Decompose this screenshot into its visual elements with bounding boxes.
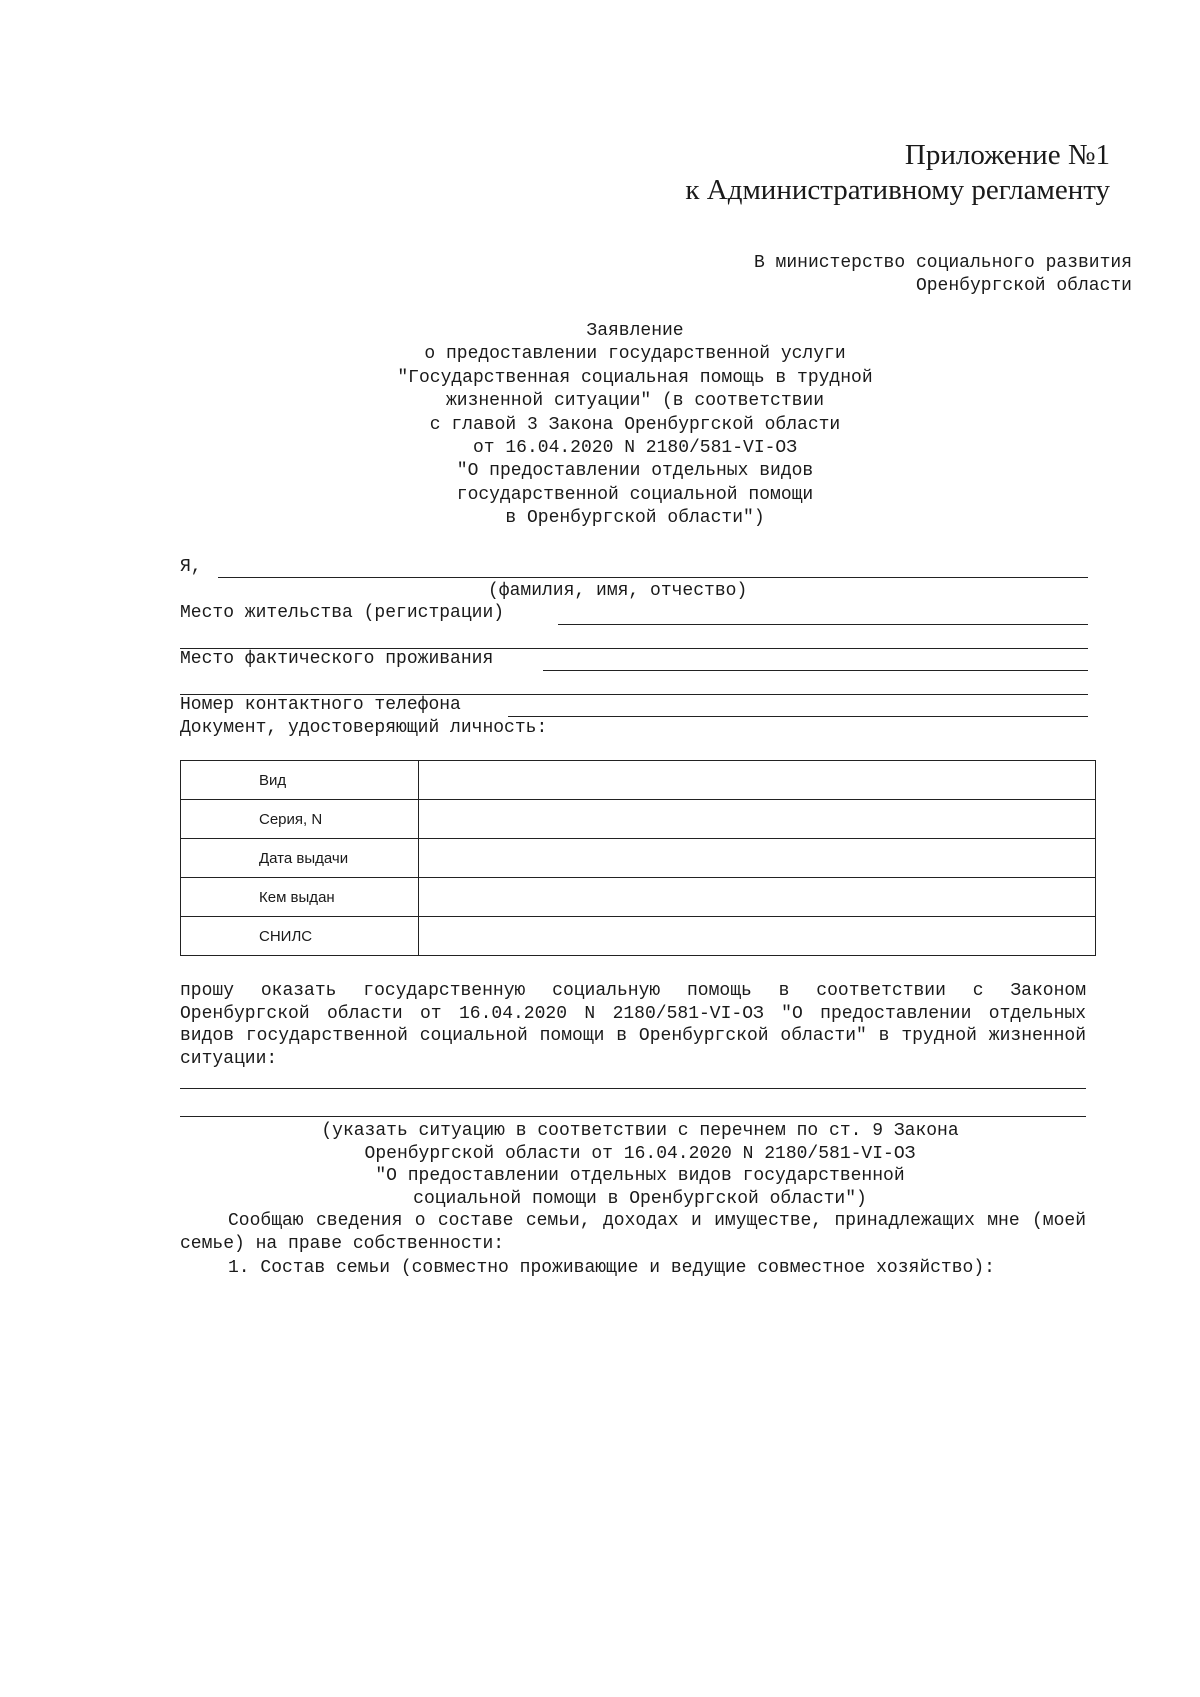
id-series-label: Серия, N [181, 800, 419, 839]
request-paragraph: прошу оказать государственную социальную помощь в соответствии с Законом Оренбургской области от 16.04.2020 N 2180/581-VI-ОЗ "О предоставлении отдельных видов государственной социальной помощи в Оренбургской области" в трудной жизненной ситуации: [180, 981, 1086, 1069]
heading-line: о предоставлении государственной услуги [424, 344, 846, 365]
appendix-reference: к Административному регламенту [685, 174, 1110, 206]
fio-caption: (фамилия, имя, отчество) [488, 581, 748, 601]
id-issue-date-value[interactable] [419, 839, 1096, 878]
table-row [181, 761, 1096, 800]
note-line: (указать ситуацию в соответствии с перечнем по ст. 9 Закона [321, 1121, 959, 1141]
table-row [181, 800, 1096, 839]
id-type-label: Вид [181, 761, 419, 800]
actual-residence-label: Место фактического проживания [180, 649, 494, 669]
application-heading [265, 320, 1005, 531]
appendix-header [685, 138, 1110, 208]
heading-line: "О предоставлении отдельных видов [456, 461, 814, 482]
snils-label: СНИЛС [181, 917, 419, 956]
application-title: Заявление [586, 321, 684, 341]
id-issued-by-label: Кем выдан [181, 878, 419, 917]
heading-line: в Оренбургской области") [505, 508, 765, 529]
note-line: "О предоставлении отдельных видов государственной [375, 1166, 905, 1186]
heading-line: "Государственная социальная помощь в трудной [397, 367, 873, 388]
phone-field[interactable] [508, 716, 1088, 717]
snils-value[interactable] [419, 917, 1096, 956]
heading-line: с главой 3 Закона Оренбургской области [429, 414, 841, 435]
family-info-paragraph: Сообщаю сведения о составе семьи, доходах и имуществе, принадлежащих мне (моей семье) на праве собственности: [180, 1211, 1086, 1254]
actual-residence-field[interactable] [543, 670, 1088, 671]
id-series-value[interactable] [419, 800, 1096, 839]
appendix-number: Приложение №1 [904, 139, 1110, 171]
recipient-block [754, 252, 1132, 298]
heading-line: государственной социальной помощи [456, 484, 814, 505]
table-row [181, 839, 1096, 878]
recipient-line-2: Оренбургской области [915, 276, 1132, 296]
table-row [181, 878, 1096, 917]
id-type-value[interactable] [419, 761, 1096, 800]
table-row [181, 917, 1096, 956]
id-issue-date-label: Дата выдачи [181, 839, 419, 878]
heading-line: от 16.04.2020 N 2180/581-VI-ОЗ [472, 438, 798, 459]
i-label: Я, [180, 557, 202, 577]
id-issued-by-value[interactable] [419, 878, 1096, 917]
residence-label: Место жительства (регистрации) [180, 603, 505, 623]
recipient-line-1: В министерство социального развития [753, 253, 1132, 273]
situation-field[interactable] [180, 1088, 1086, 1089]
situation-instructions [240, 1120, 1040, 1210]
phone-label: Номер контактного телефона [180, 695, 461, 715]
fio-field[interactable] [218, 577, 1088, 578]
note-line: социальной помощи в Оренбургской области") [413, 1188, 867, 1209]
situation-field-continued[interactable] [180, 1116, 1086, 1117]
heading-line: жизненной ситуации" (в соответствии [445, 391, 825, 412]
id-document-table [180, 760, 1096, 956]
note-line: Оренбургской области от 16.04.2020 N 2180/581-VI-ОЗ [364, 1143, 916, 1164]
residence-field[interactable] [558, 624, 1088, 625]
id-document-label: Документ, удостоверяющий личность: [180, 718, 548, 738]
family-composition-item: 1. Состав семьи (совместно проживающие и ведущие совместное хозяйство): [228, 1258, 995, 1278]
